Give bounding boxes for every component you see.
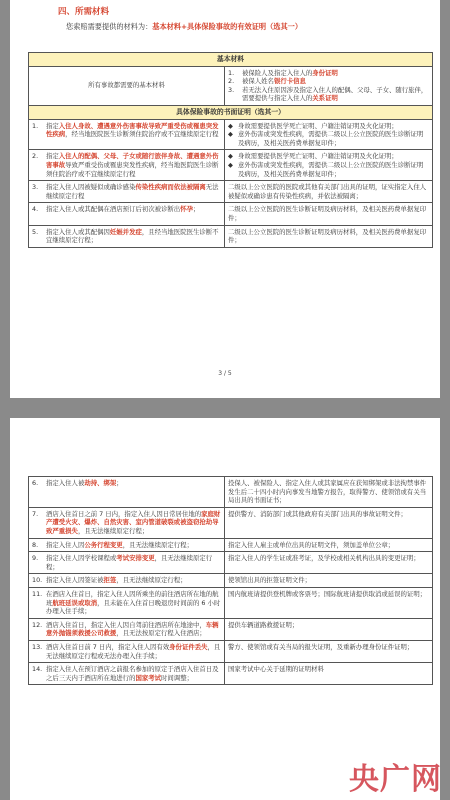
accident-description <box>29 574 225 588</box>
row-number: 8. <box>32 540 39 549</box>
proof-item <box>228 205 429 222</box>
proof-text: 二级以上公立医院的医院或其他有关部门出具的证明，证实指定入住人被疑似或确诊患有传染性疾病，并依法被隔离； <box>228 183 427 200</box>
text-span: ； <box>116 479 123 487</box>
row-text <box>46 665 221 682</box>
text-span: 导致严重受伤或罹患突发性疾病，经当地医院医生诊断须住院治疗或不宜继续原定行程 <box>46 160 219 178</box>
text-span: 酒店入住首日前 7 日内，指定入住人因有效 <box>46 642 170 651</box>
row-number: 2. <box>32 152 39 161</box>
required-proof <box>225 181 433 203</box>
text-span: 被保险人及指定入住人的 <box>242 68 313 77</box>
text-span: 若无法入住原因涉及指定入住人的配偶、父母、子女、随行旅伴，需要提供与指定入住人的 <box>242 85 428 103</box>
accident-description <box>29 203 225 225</box>
accident-description <box>29 507 225 538</box>
row-content <box>32 590 221 616</box>
text-span: ，且无法继续原定行程； <box>122 540 193 549</box>
item-number: 2. <box>228 77 235 86</box>
row-content <box>32 541 221 550</box>
table-row <box>29 552 433 574</box>
text-span: ，且无法继续原定行程； <box>46 554 213 571</box>
row-number: 14. <box>32 665 43 674</box>
bullet-icon: ◆ <box>228 130 233 139</box>
table-row <box>29 574 433 588</box>
highlighted-text: 拒签 <box>103 576 117 585</box>
row-number: 7. <box>32 509 39 518</box>
document-page-2 <box>10 418 440 800</box>
proof-item <box>228 183 429 200</box>
text-span: 被保人姓名 <box>242 77 274 86</box>
materials-table-continued <box>28 476 433 685</box>
intro-lead: 您索赔需要提供的材料为： <box>66 22 153 31</box>
row-content <box>32 183 221 200</box>
row-content <box>32 228 221 245</box>
row-number: 10. <box>32 576 43 585</box>
accident-description <box>29 150 225 181</box>
text-span: 指定 <box>46 152 59 161</box>
highlighted-text: 车辆意外抛锚须救援公司救援 <box>46 620 219 638</box>
basic-material-item <box>228 69 429 78</box>
row-text <box>46 554 221 571</box>
highlighted-text: 公务行程变更 <box>84 540 123 549</box>
row-text <box>46 479 221 488</box>
item-text <box>242 86 429 103</box>
item-number: 3. <box>228 85 235 94</box>
bullet-icon: ◆ <box>228 152 233 161</box>
table-row <box>29 203 433 225</box>
row-text <box>46 510 221 536</box>
row-number: 1. <box>32 121 39 130</box>
required-proof: 指定入住人的学生证或准考证，及学校或相关机构出具的变更证明； <box>225 552 433 574</box>
watermark-logo: 央广网 <box>349 762 442 797</box>
row-text <box>46 183 221 200</box>
item-number: 1. <box>228 68 235 77</box>
highlighted-text: 妊娠并发症 <box>109 227 142 236</box>
required-proof: 提供警方、消防部门或其他政府有关部门出具的事故证明文件； <box>225 507 433 538</box>
row-text <box>46 541 221 550</box>
table-row <box>29 181 433 203</box>
proof-text: 意外伤害或突发性疾病，需提供二级以上公立医院的医生诊断证明及病历，及相关医药费单据复印件； <box>238 130 424 147</box>
basic-materials-label: 所有事故都需要的基本材料 <box>29 66 225 105</box>
text-span: ，且经当地医院医生诊断不宜继续原定行程； <box>46 227 219 245</box>
text-span: ，且未能在入住首日晚退房时间前的 6 小时办理入住手续； <box>46 598 221 616</box>
highlighted-text: 关系证明 <box>312 94 338 103</box>
row-number: 11. <box>32 589 43 598</box>
proof-item <box>228 161 429 178</box>
highlighted-text: 身份证件丢失 <box>169 642 208 651</box>
proof-item <box>228 152 429 161</box>
highlighted-text: 劫持、绑架 <box>84 479 117 487</box>
row-number: 3. <box>32 183 39 192</box>
bullet-icon: ◆ <box>228 160 233 169</box>
text-span: 指定入住人或其配偶在酒店预订后初次被诊断出 <box>46 205 181 214</box>
text-span: 指定入住人因被疑似或确诊感染 <box>46 183 136 192</box>
required-proof <box>225 150 433 181</box>
proof-item <box>228 122 429 131</box>
materials-table <box>28 52 433 248</box>
row-content <box>32 621 221 638</box>
text-span: 指定入住人被 <box>46 479 85 487</box>
highlighted-text: 入住人的配偶、父母、子女或随行旅伴身故、遭遇意外伤害事故 <box>46 152 219 169</box>
accident-description <box>29 587 225 618</box>
highlighted-text: 传染性疾病而依法被隔离 <box>135 183 206 192</box>
item-text <box>242 69 429 78</box>
text-span: 酒店入住首日之前 7 日内，指定入住人因日常居住地的 <box>46 509 202 518</box>
row-content <box>32 576 221 585</box>
section-title: 四、所需材料 <box>58 7 110 17</box>
accident-description <box>29 181 225 203</box>
required-proof <box>225 225 433 247</box>
highlighted-text: 航班延误或取消 <box>52 598 98 607</box>
required-proof: 提供车辆道路救援证明； <box>225 618 433 640</box>
row-content <box>32 665 221 682</box>
text-span: 指定入住人在预订酒店之前报名参加的原定于酒店入住首日及之后三天内于酒店所在地进行的 <box>46 665 219 682</box>
row-text <box>46 590 221 616</box>
accident-description <box>29 640 225 662</box>
row-text <box>46 152 221 178</box>
table-row <box>29 538 433 552</box>
required-proof: 国家考试中心关于延期的证明材料 <box>225 663 433 685</box>
row-number: 12. <box>32 620 43 629</box>
text-span: 指定入住人因学校课程或 <box>46 554 117 563</box>
page-number: 3 / 5 <box>218 370 232 377</box>
accident-description <box>29 663 225 685</box>
table-row <box>29 587 433 618</box>
text-span: ； <box>192 205 200 214</box>
highlighted-text: 银行卡信息 <box>273 77 306 86</box>
accident-description <box>29 538 225 552</box>
proof-text: 二级以上公立医院的医生诊断证明及病历材料，及相关医药费单据复印件； <box>228 205 427 222</box>
text-span: 酒店入住首日，指定入住人因自驾前往酒店所在地途中， <box>46 620 206 629</box>
required-proof <box>225 119 433 150</box>
text-span: ，且无法继续原定行程或无法办理入住手续； <box>46 642 221 660</box>
accident-description <box>29 477 225 508</box>
row-number: 6. <box>32 479 39 487</box>
text-span: 无法继续原定行程 <box>46 183 219 200</box>
basic-materials-header: 基本材料 <box>29 53 433 67</box>
row-content <box>32 510 221 536</box>
text-span: ，且无法继续原定行程； <box>116 576 187 585</box>
proof-text: 身故需要提供医学死亡证明、户籍注销证明及火化证明； <box>238 152 398 161</box>
intro-highlight: 基本材料+具体保险事故的有效证明（选其一） <box>152 22 303 31</box>
row-text <box>46 643 221 660</box>
table-row <box>29 507 433 538</box>
text-span: ，经当地医院医生诊断须住院治疗或不宜继续原定行程 <box>65 130 219 139</box>
accident-description <box>29 552 225 574</box>
highlighted-text: 考试安排变更 <box>116 554 155 563</box>
highlighted-text: 国家考试 <box>135 673 162 682</box>
intro-text <box>66 22 302 32</box>
text-span: 指定 <box>46 121 59 130</box>
accident-description <box>29 225 225 247</box>
highlighted-text: 身份证明 <box>312 68 338 77</box>
proof-item <box>228 228 429 245</box>
table-row <box>29 618 433 640</box>
row-content <box>32 479 221 488</box>
basic-material-item <box>228 86 429 103</box>
table-row <box>29 477 433 508</box>
accident-description <box>29 618 225 640</box>
row-content <box>32 554 221 571</box>
row-number: 4. <box>32 205 39 214</box>
table-row <box>29 150 433 181</box>
row-text <box>46 576 221 585</box>
row-text <box>46 228 221 245</box>
table-row <box>29 225 433 247</box>
proof-text: 意外伤害或突发性疾病，需提供二级以上公立医院的医生诊断证明及病历，及相关医药费单据复印件； <box>238 160 424 178</box>
proof-item <box>228 130 429 147</box>
basic-material-item <box>228 77 429 86</box>
row-number: 13. <box>32 642 43 651</box>
bullet-icon: ◆ <box>228 121 233 130</box>
document-page-1 <box>10 0 440 398</box>
accident-description <box>29 119 225 150</box>
text-span: 在酒店入住首日，指定入住人因所乘坐的前往酒店所在地的航班 <box>46 589 219 607</box>
text-span: 时间调整； <box>161 673 193 682</box>
row-text <box>46 122 221 139</box>
required-proof: 警方、使领馆或有关当局的报失证明，及重新办理身份证件证明； <box>225 640 433 662</box>
required-proof <box>225 203 433 225</box>
proof-text: 身故需要提供医学死亡证明、户籍注销证明及火化证明； <box>238 121 398 130</box>
table-row <box>29 640 433 662</box>
text-span: 指定入住人或其配偶因 <box>46 227 110 236</box>
item-text <box>242 77 429 86</box>
text-span: ，且无法按原定行程入住酒店； <box>116 629 206 638</box>
highlighted-text: 家庭财产遭受火灾、爆炸、自然灾害、室内管道破裂或被盗窃抢劫导致严重损失 <box>46 509 221 535</box>
row-text <box>46 205 221 214</box>
row-number: 9. <box>32 554 39 563</box>
text-span: 指定入住人因签证被 <box>46 576 104 585</box>
highlighted-text: 怀孕 <box>180 205 193 214</box>
row-number: 5. <box>32 227 39 236</box>
table-row <box>29 663 433 685</box>
required-proof: 指定入住人雇主或单位出具的证明文件，须加盖单位公章； <box>225 538 433 552</box>
table-row <box>29 119 433 150</box>
required-proof: 投保人、被保险人、指定入住人或其家属应在获知绑架或非法拘禁事件发生后二十四小时内向事发当地警方报告，取得警方、使领馆或有关当局出具的书面证书； <box>225 477 433 508</box>
row-content <box>32 643 221 660</box>
basic-materials-list <box>225 66 433 105</box>
highlighted-text: 入住人身故、遭遇意外伤害事故导致严重受伤或罹患突发性疾病 <box>46 121 219 139</box>
specific-proof-header: 具体保险事故的书面证明（选其一） <box>29 105 433 119</box>
text-span: ，且无法继续原定行程； <box>77 526 149 535</box>
row-text <box>46 621 221 638</box>
row-content <box>32 152 221 178</box>
required-proof: 国内航班请提供登机牌或客票号；国际航班请提供取消或延误的证明； <box>225 587 433 618</box>
proof-text: 二级以上公立医院的医生诊断证明及病历材料，及相关医药费单据复印件； <box>228 227 427 245</box>
text-span: 指定入住人因 <box>46 540 85 549</box>
row-content <box>32 205 221 214</box>
required-proof: 使领馆出具的拒签证明文件； <box>225 574 433 588</box>
row-content <box>32 122 221 139</box>
